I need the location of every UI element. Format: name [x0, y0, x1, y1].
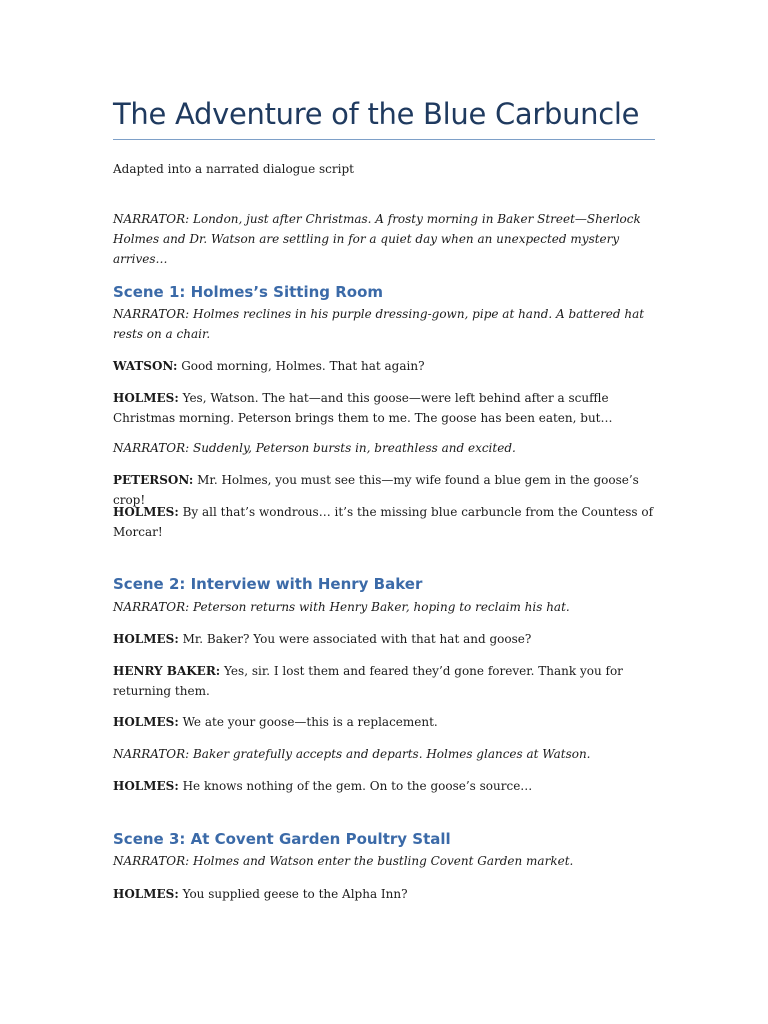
scene-2-heading: Scene 2: Interview with Henry Baker	[113, 575, 423, 593]
scene-2-line-1: NARRATOR: Peterson returns with Henry Baker, hoping to reclaim his hat.	[113, 600, 570, 614]
dialogue-text: You supplied geese to the Alpha Inn?	[178, 887, 408, 901]
scene-2-line-5: NARRATOR: Baker gratefully accepts and departs. Holmes glances at Watson.	[113, 747, 591, 761]
scene-1-heading: Scene 1: Holmes’s Sitting Room	[113, 283, 384, 301]
scene-1-line-4: NARRATOR: Suddenly, Peterson bursts in, breathless and excited.	[113, 441, 516, 455]
scene-2-line-3	[113, 661, 658, 701]
dialogue-text: By all that’s wondrous… it’s the missing blue carbuncle from the Countess of Morcar!	[113, 505, 654, 539]
speaker-label: PETERSON:	[113, 473, 194, 487]
dialogue-text: Mr. Holmes, you must see this—my wife found a blue gem in the goose’s crop!	[113, 473, 639, 507]
scene-3-heading: Scene 3: At Covent Garden Poultry Stall	[113, 830, 451, 848]
scene-3-line-1: NARRATOR: Holmes and Watson enter the bustling Covent Garden market.	[113, 854, 574, 868]
speaker-label: HENRY BAKER:	[113, 664, 221, 678]
scene-1-line-1: NARRATOR: Holmes reclines in his purple dressing-gown, pipe at hand. A battered hat rests on a chair.	[113, 307, 645, 341]
scene-1-line-2	[113, 356, 658, 376]
speaker-label: HOLMES:	[113, 505, 179, 519]
title-underline	[113, 139, 655, 140]
document-title: The Adventure of the Blue Carbuncle	[113, 97, 640, 131]
dialogue-text: Good morning, Holmes. That hat again?	[177, 359, 425, 373]
document-subtitle: Adapted into a narrated dialogue script	[113, 162, 354, 176]
scene-1-line-3	[113, 388, 658, 428]
scene-2-line-6	[113, 776, 658, 796]
scene-1-line-6	[113, 502, 658, 542]
scene-3-line-2	[113, 884, 658, 904]
dialogue-text: We ate your goose—this is a replacement.	[178, 715, 438, 729]
speaker-label: HOLMES:	[113, 391, 179, 405]
intro-narration: NARRATOR: London, just after Christmas. A frosty morning in Baker Street—Sherlock Holmes and Dr. Watson are settling in for a quiet day when an unexpected mystery arrives…	[113, 212, 641, 266]
dialogue-text: Yes, sir. I lost them and feared they’d gone forever. Thank you for returning them.	[113, 664, 623, 698]
speaker-label: HOLMES:	[113, 887, 179, 901]
dialogue-text: He knows nothing of the gem. On to the goose’s source…	[178, 779, 533, 793]
speaker-label: WATSON:	[113, 359, 178, 373]
speaker-label: HOLMES:	[113, 779, 179, 793]
dialogue-text: Yes, Watson. The hat—and this goose—were left behind after a scuffle Christmas morning. Peterson brings them to me. The goose has been eaten, but…	[113, 391, 613, 425]
speaker-label: HOLMES:	[113, 715, 179, 729]
dialogue-text: Mr. Baker? You were associated with that hat and goose?	[178, 632, 532, 646]
scene-2-line-4	[113, 712, 658, 732]
scene-2-line-2	[113, 629, 658, 649]
speaker-label: HOLMES:	[113, 632, 179, 646]
